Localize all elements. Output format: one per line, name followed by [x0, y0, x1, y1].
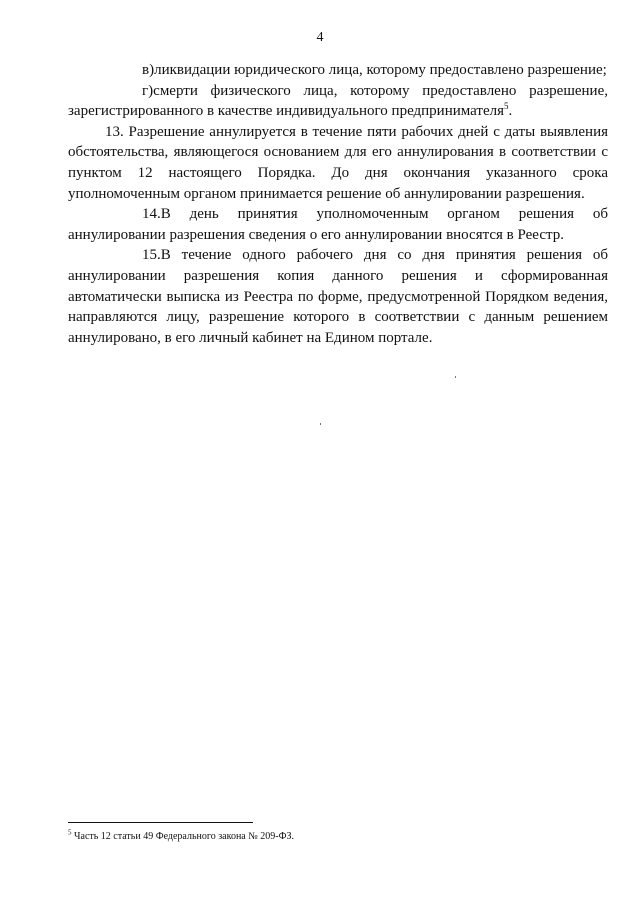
footnote-divider [68, 822, 253, 823]
list-item-marker: г) [142, 82, 154, 99]
page-number: 4 [316, 30, 324, 45]
paragraph-15 [68, 245, 608, 348]
list-item-g [68, 81, 608, 122]
footnote-text: Часть 12 статьи 49 Федерального закона № 209-ФЗ. [74, 831, 295, 842]
footnote-number: 5 [68, 828, 72, 837]
paragraph-text: В день принятия уполномоченным органом решения об аннулировании разрешения сведения о его аннулировании вносятся в Реестр. [68, 206, 608, 243]
list-item-text: смерти физического лица, которому предоставлено разрешение, зарегистрированного в качестве индивидуального предпринимателя [68, 82, 608, 120]
list-item-v [68, 60, 608, 81]
scan-speck [455, 376, 456, 378]
footnote-reference: 5 [504, 101, 509, 112]
paragraph-number: 15. [142, 247, 161, 264]
paragraph-13 [68, 122, 608, 204]
list-item-marker: в) [142, 62, 155, 78]
list-item-end: . [508, 103, 513, 120]
paragraph-number: 14. [142, 206, 161, 223]
scan-speck [320, 423, 321, 425]
document-body [68, 60, 608, 348]
paragraph-text: 13. Разрешение аннулируется в течение пяти рабочих дней с даты выявления обстоятельства, являющегося основанием для его аннулирования в соответствии с пунктом 12 настоящего Порядка. До дня окончания указанного срока уполномоченным органом принимается решение об аннулировании разрешения. [68, 123, 608, 202]
paragraph-14 [68, 204, 608, 245]
paragraph-text: В течение одного рабочего дня со дня принятия решения об аннулировании разрешения копия данного решения и сформированная автоматически выписка из Реестра по форме, предусмотренной Порядком ведения, направляются лицу, разрешение которого в соответствии с данным решением аннулировано, в его личный кабинет на Едином портале. [68, 247, 608, 346]
footnote [68, 830, 608, 844]
list-item-text: ликвидации юридического лица, которому предоставлено разрешение; [154, 62, 607, 78]
